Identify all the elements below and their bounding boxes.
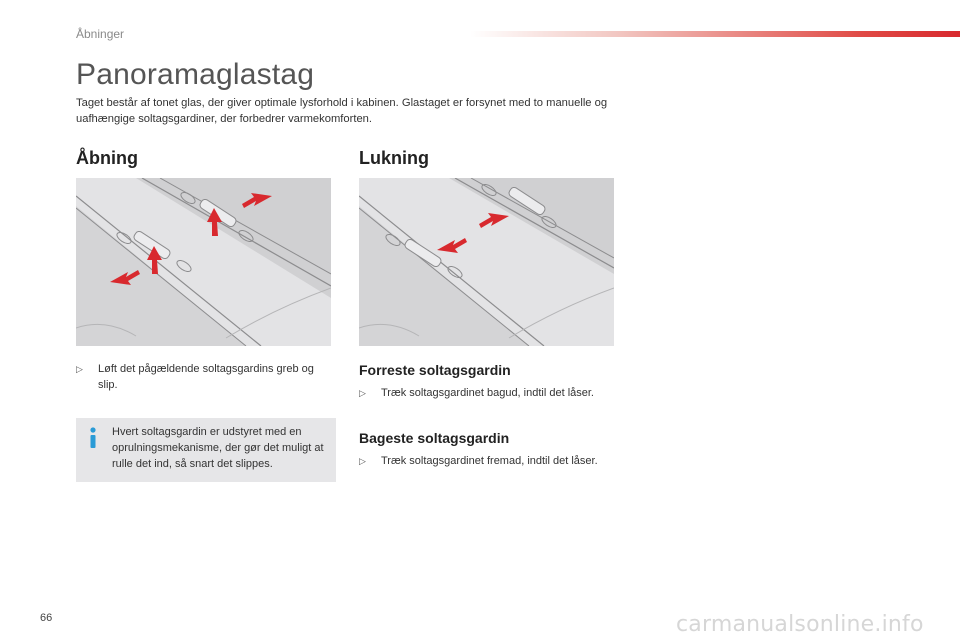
opening-instruction-text: Løft det pågældende soltagsgardins greb og slip.	[98, 363, 314, 391]
opening-heading: Åbning	[76, 148, 138, 168]
opening-instruction	[76, 361, 336, 393]
info-text: Hvert soltagsgardin er udstyret med en oprulningsmekanisme, der gør det muligt at rulle det ind, så snart det slippes.	[112, 426, 324, 470]
front-blind-heading: Forreste soltagsgardin	[359, 362, 511, 378]
closing-heading: Lukning	[359, 148, 429, 168]
arrow-bullet-icon: ▷	[359, 456, 366, 466]
opening-illustration	[76, 178, 331, 346]
info-box	[76, 418, 336, 482]
intro-paragraph: Taget består af tonet glas, der giver optimale lysforhold i kabinen. Glastaget er forsynet med to manuelle og uafhængige soltagsgardiner, der forbedrer varmekomforten.	[76, 97, 608, 125]
rear-blind-heading: Bageste soltagsgardin	[359, 430, 510, 446]
header-accent-bar	[470, 31, 960, 37]
arrow-bullet-icon: ▷	[76, 364, 83, 374]
info-icon	[86, 426, 100, 450]
front-blind-instruction	[359, 385, 609, 401]
rear-blind-instruction-text: Træk soltagsgardinet fremad, indtil det låser.	[381, 455, 598, 467]
watermark: carmanualsonline.info	[676, 612, 924, 637]
front-blind-instruction-text: Træk soltagsgardinet bagud, indtil det låser.	[381, 387, 594, 399]
closing-illustration	[359, 178, 614, 346]
section-label: Åbninger	[76, 27, 125, 41]
page-number: 66	[40, 612, 53, 624]
arrow-bullet-icon: ▷	[359, 388, 366, 398]
rear-blind-instruction	[359, 453, 609, 469]
page-title: Panoramaglastag	[76, 58, 315, 91]
